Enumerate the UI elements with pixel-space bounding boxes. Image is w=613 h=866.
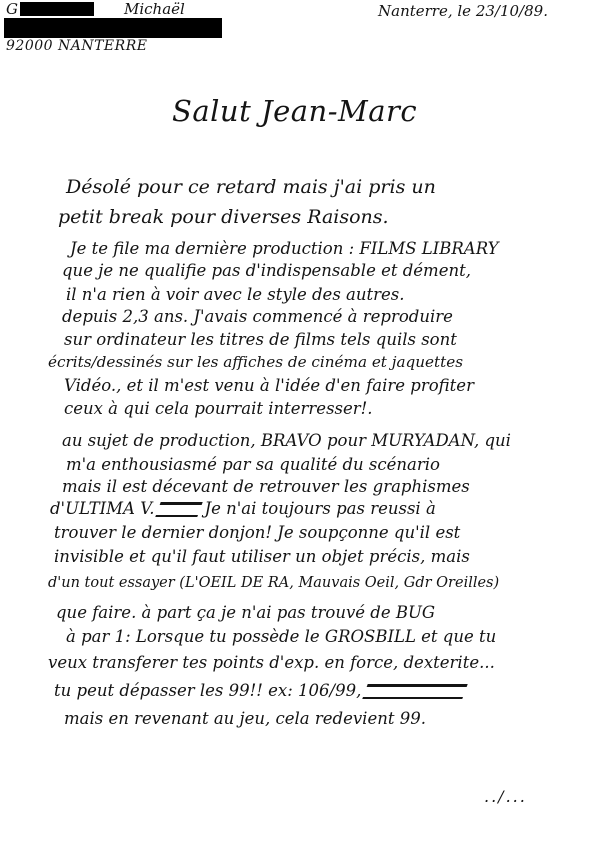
sender-initial: G: [6, 0, 18, 18]
body-line: au sujet de production, BRAVO pour MURYADAN, qui: [62, 431, 511, 450]
body-line: Vidéo., et il m'est venu à l'idée d'en faire profiter: [64, 376, 474, 395]
body-line: il n'a rien à voir avec le style des autres.: [66, 285, 405, 304]
body-line-with-strike: [50, 498, 436, 520]
body-line: écrits/dessinés sur les affiches de cinéma et jaquettes: [48, 353, 463, 371]
crossed-out-word: [156, 502, 203, 517]
continuation-mark: ../...: [484, 787, 527, 806]
body-line: d'un tout essayer (L'OEIL DE RA, Mauvais Oeil, Gdr Oreilles): [48, 575, 500, 591]
body-line: Je te file ma dernière production : FILMS LIBRARY: [70, 239, 499, 258]
body-line: Je n'ai toujours pas reussi à: [204, 499, 436, 518]
crossed-out-word: [363, 684, 468, 699]
body-line: sur ordinateur les titres de films tels quils sont: [64, 330, 457, 349]
body-line: trouver le dernier donjon! Je soupçonne qu'il est: [54, 523, 461, 542]
body-line: que faire. à part ça je n'ai pas trouvé de BUG: [56, 603, 436, 622]
body-line: d'ULTIMA V.: [50, 499, 155, 518]
body-line: veux transferer tes points d'exp. en force, dexterite...: [48, 653, 495, 672]
body-line: mais il est décevant de retrouver les graphismes: [62, 477, 470, 496]
redaction-bar: [20, 2, 94, 16]
body-line: ceux à qui cela pourrait interresser!.: [64, 399, 373, 418]
body-line: mais en revenant au jeu, cela redevient 99.: [64, 709, 426, 728]
body-line: invisible et qu'il faut utiliser un objet précis, mais: [54, 547, 470, 566]
redaction-bar: [4, 18, 222, 38]
body-line: à par 1: Lorsque tu possède le GROSBILL et que tu: [66, 627, 497, 646]
greeting: Salut Jean-Marc: [172, 94, 418, 128]
body-line: que je ne qualifie pas d'indispensable et dément,: [62, 261, 471, 280]
body-line: tu peut dépasser les 99!! ex: 106/99,: [54, 681, 362, 700]
body-line: depuis 2,3 ans. J'avais commencé à reproduire: [62, 307, 453, 326]
body-line: m'a enthousiasmé par sa qualité du scénario: [66, 455, 440, 474]
sender-name-block: [4, 2, 224, 38]
body-line: Désolé pour ce retard mais j'ai pris un: [66, 176, 436, 198]
body-line-with-strike: [54, 680, 469, 702]
sender-first-name: Michaël: [124, 0, 185, 18]
place-date: Nanterre, le 23/10/89.: [378, 2, 548, 20]
body-line: petit break pour diverses Raisons.: [58, 206, 389, 228]
sender-city: 92000 NANTERRE: [6, 38, 148, 54]
